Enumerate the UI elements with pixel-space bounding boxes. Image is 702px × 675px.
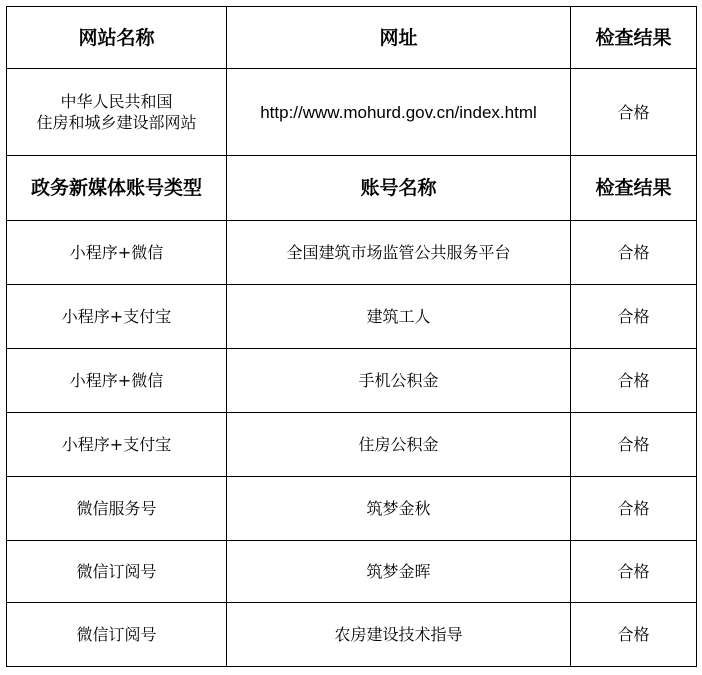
media-account-cell: 筑梦金秋 — [227, 477, 571, 541]
media-type-cell: 微信服务号 — [7, 477, 227, 541]
table-row — [7, 413, 697, 477]
media-result-header: 检查结果 — [571, 156, 697, 221]
inspection-results-table — [6, 6, 697, 667]
media-type-cell: 小程序+支付宝 — [7, 285, 227, 349]
website-result-cell: 合格 — [571, 69, 697, 156]
media-result-cell: 合格 — [571, 603, 697, 667]
table-row — [7, 541, 697, 603]
website-url-header: 网址 — [227, 7, 571, 69]
media-account-cell: 建筑工人 — [227, 285, 571, 349]
website-name-line-2: 住房和城乡建设部网站 — [36, 113, 197, 132]
table-row — [7, 221, 697, 285]
media-header-row — [7, 156, 697, 221]
website-url-cell: http://www.mohurd.gov.cn/index.html — [227, 69, 571, 156]
media-account-cell: 住房公积金 — [227, 413, 571, 477]
media-type-cell: 小程序+微信 — [7, 221, 227, 285]
website-result-header: 检查结果 — [571, 7, 697, 69]
website-header-row — [7, 7, 697, 69]
media-type-cell: 微信订阅号 — [7, 603, 227, 667]
media-result-cell: 合格 — [571, 413, 697, 477]
website-row — [7, 69, 697, 156]
media-account-cell: 农房建设技术指导 — [227, 603, 571, 667]
media-result-cell: 合格 — [571, 477, 697, 541]
table-row — [7, 477, 697, 541]
media-type-cell: 微信订阅号 — [7, 541, 227, 603]
media-result-cell: 合格 — [571, 349, 697, 413]
media-result-cell: 合格 — [571, 541, 697, 603]
website-name-cell — [7, 69, 227, 156]
website-name-line-1: 中华人民共和国 — [60, 92, 173, 111]
table-row — [7, 603, 697, 667]
media-account-cell: 全国建筑市场监管公共服务平台 — [227, 221, 571, 285]
media-account-header: 账号名称 — [227, 156, 571, 221]
media-account-cell: 筑梦金晖 — [227, 541, 571, 603]
table-row — [7, 285, 697, 349]
website-name-header: 网站名称 — [7, 7, 227, 69]
media-type-cell: 小程序+支付宝 — [7, 413, 227, 477]
media-account-cell: 手机公积金 — [227, 349, 571, 413]
media-result-cell: 合格 — [571, 285, 697, 349]
media-type-cell: 小程序+微信 — [7, 349, 227, 413]
media-result-cell: 合格 — [571, 221, 697, 285]
media-type-header: 政务新媒体账号类型 — [7, 156, 227, 221]
table-row — [7, 349, 697, 413]
